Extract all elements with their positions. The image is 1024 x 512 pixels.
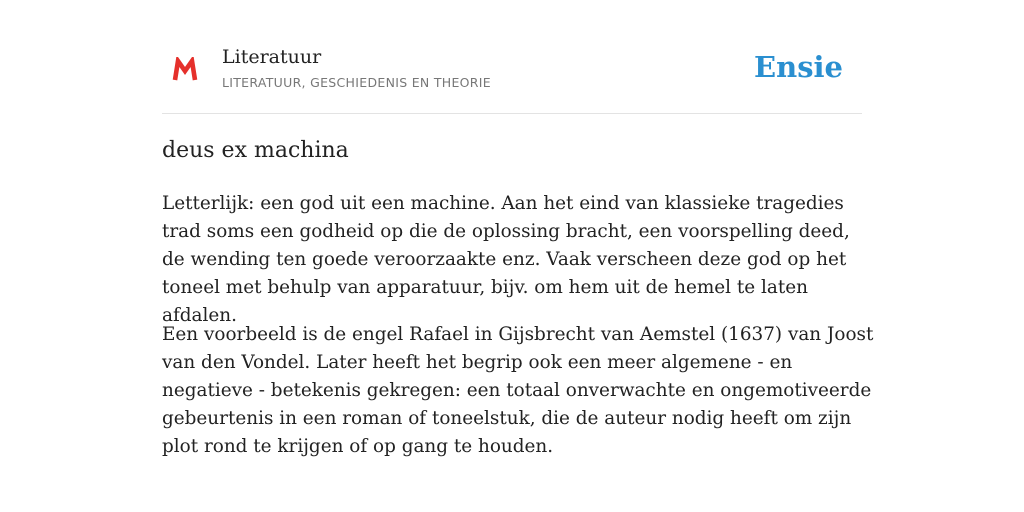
source-logo-icon <box>172 57 198 83</box>
entry-term: deus ex machina <box>162 138 349 163</box>
source-title[interactable]: Literatuur <box>222 46 322 68</box>
entry-paragraph: Een voorbeeld is de engel Rafael in Gijsbrecht van Aemstel (1637) van Joost van den Vondel. Later heeft het begrip ook een meer algemene - en negatieve - betekenis gekregen: een totaal onverwachte en ongemotiveerde gebeurtenis in een roman of toneelstuk, die de auteur nodig heeft om zijn plot rond te krijgen of op gang te houden. <box>162 324 874 457</box>
entry-paragraph: Letterlijk: een god uit een machine. Aan het eind van klassieke tragedies trad soms een godheid op die de oplossing bracht, een voorspelling deed, de wending ten goede veroorzaakte enz. Vaak verscheen deze god op het toneel met behulp van apparatuur, bijv. om hem uit de hemel te laten afdalen. <box>162 193 850 326</box>
source-subtitle: LITERATUUR, GESCHIEDENIS EN THEORIE <box>222 75 491 90</box>
ensie-logo[interactable]: Ensie <box>754 50 843 84</box>
source-header <box>162 40 862 114</box>
